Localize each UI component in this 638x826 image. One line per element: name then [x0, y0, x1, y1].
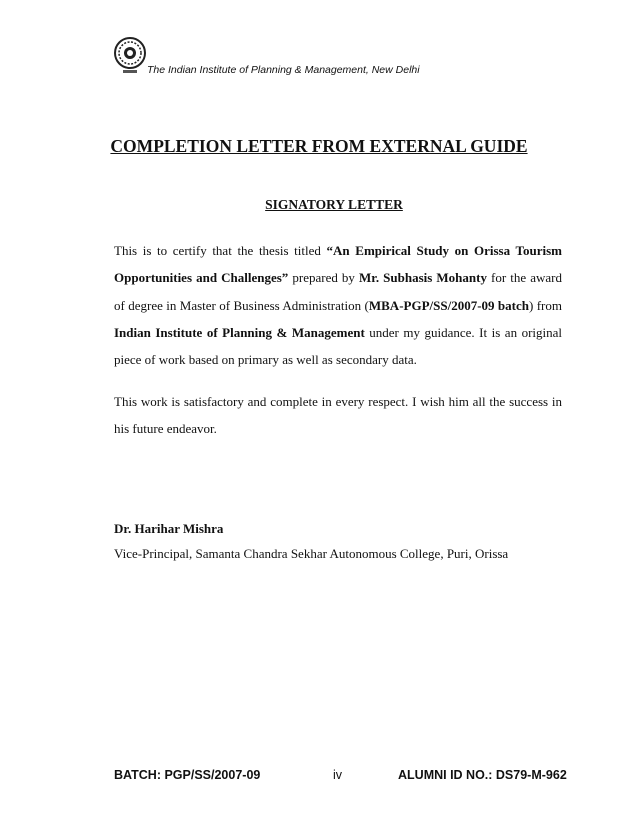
signatory-name: Dr. Harihar Mishra	[114, 521, 224, 536]
p1-text-4: ) from	[528, 297, 562, 313]
signatory-position: Vice-Principal, Samanta Chandra Sekhar Autonomous College, Puri, Orissa	[114, 546, 509, 561]
batch-name: MBA-PGP/SS/2007-09 batch	[368, 297, 529, 313]
p1-text-2: prepared by	[288, 270, 359, 286]
letter-subtitle: SIGNATORY LETTER	[265, 197, 403, 212]
approval-paragraph: This work is satisfactory and complete in every respect. I wish him all the success in his future endeavor.	[114, 394, 562, 437]
institute-logo	[112, 36, 148, 76]
institute-name: Indian Institute of Planning & Management	[114, 324, 365, 340]
institute-header: The Indian Institute of Planning & Management, New Delhi	[147, 64, 420, 76]
page-number: iv	[333, 768, 343, 782]
page-title: COMPLETION LETTER FROM EXTERNAL GUIDE	[110, 136, 528, 156]
footer-alumni-id: ALUMNI ID NO.: DS79-M-962	[398, 768, 567, 782]
p1-text-5: under my guidance. It is an original piece of work based on primary as well as secondary data.	[114, 324, 563, 368]
student-name: Mr. Subhasis Mohanty	[359, 270, 487, 286]
footer-batch: BATCH: PGP/SS/2007-09	[114, 768, 261, 782]
certification-paragraph	[114, 237, 562, 373]
p1-text-3: for the award of degree in Master of Business Administration (	[114, 270, 562, 313]
p1-text-1: This is to certify that the thesis titled	[114, 243, 327, 258]
thesis-title: “An Empirical Study on Orissa Tourism Opportunities and Challenges”	[114, 243, 562, 286]
